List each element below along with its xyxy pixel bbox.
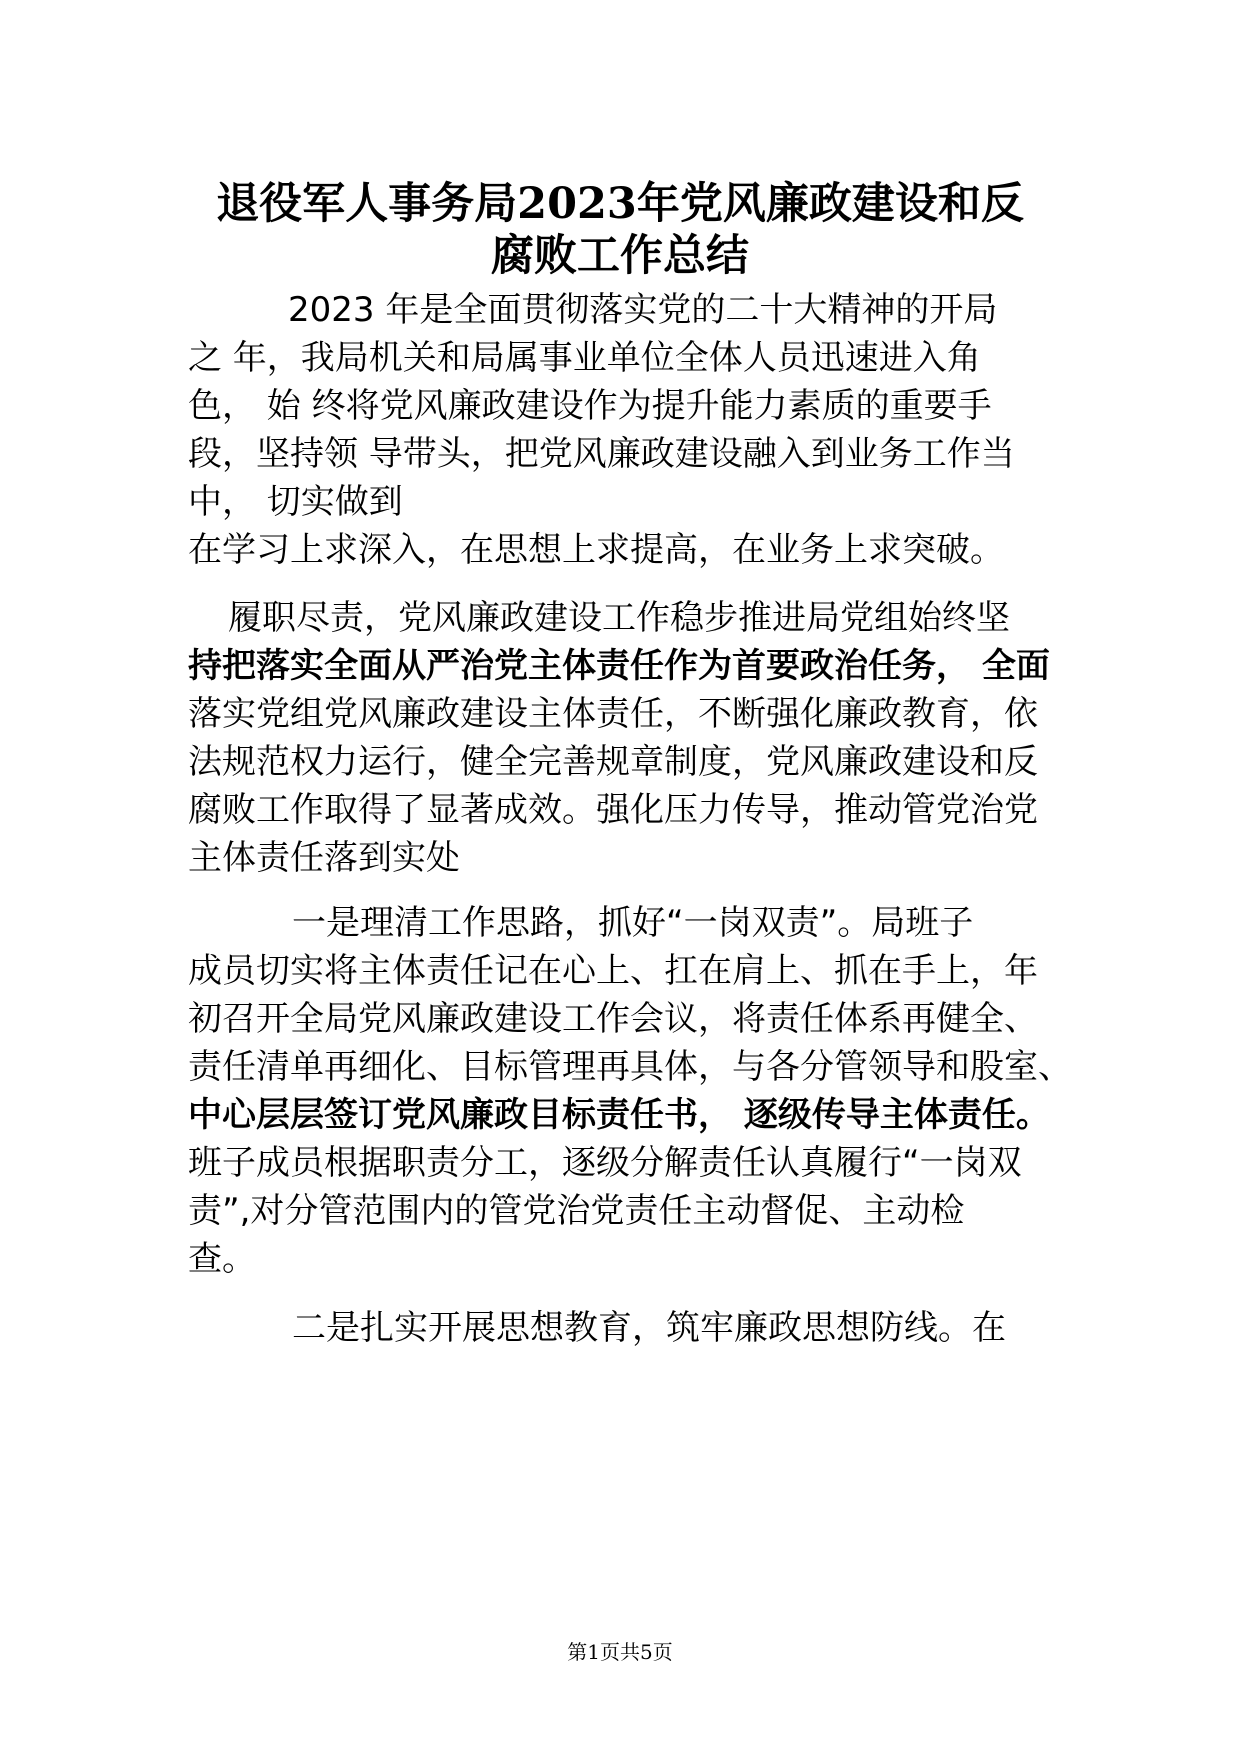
page-number: 第1页共5页 — [567, 1640, 673, 1664]
text-line: 履职尽责，党风廉政建设工作稳步推进局党组始终坚 — [228, 598, 1010, 638]
text-line: 一是理清工作思路，抓好“一岗双责”。局班子 — [292, 903, 974, 943]
text-line: 中心层层签订党风廉政目标责任书， 逐级传导主体责任。 — [188, 1095, 1050, 1135]
text-line: 之 年，我局机关和局属事业单位全体人员迅速进入角 — [188, 338, 981, 378]
text-line: 主体责任落到实处 — [188, 838, 460, 878]
text-line: 责任清单再细化、目标管理再具体，与各分管领导和股室、 — [188, 1047, 1072, 1087]
text-line: 法规范权力运行，健全完善规章制度，党风廉政建设和反 — [188, 742, 1038, 782]
text-line: 中， 切实做到 — [188, 482, 403, 522]
text-line: 持把落实全面从严治党主体责任作为首要政治任务， 全面 — [188, 646, 1050, 686]
text-line: 2023 年是全面贯彻落实党的二十大精神的开局 — [288, 290, 998, 330]
document-title-line-1: 退役军人事务局2023年党风廉政建设和反 — [216, 179, 1024, 229]
text-line: 责”,对分管范围内的管党治党责任主动督促、主动检 — [188, 1191, 965, 1231]
text-line: 成员切实将主体责任记在心上、扛在肩上、抓在手上，年 — [188, 951, 1038, 991]
text-line: 查。 — [188, 1239, 256, 1279]
text-line: 在学习上求深入，在思想上求提高，在业务上求突破。 — [188, 530, 1004, 570]
text-line: 落实党组党风廉政建设主体责任，不断强化廉政教育，依 — [188, 694, 1038, 734]
text-line: 初召开全局党风廉政建设工作会议，将责任体系再健全、 — [188, 999, 1038, 1039]
text-line: 腐败工作取得了显著成效。强化压力传导，推动管党治党 — [188, 790, 1038, 830]
text-line: 色， 始 终将党风廉政建设作为提升能力素质的重要手 — [188, 386, 992, 426]
text-line: 段，坚持领 导带头，把党风廉政建设融入到业务工作当 — [188, 434, 1015, 474]
text-line: 二是扎实开展思想教育，筑牢廉政思想防线。在 — [292, 1308, 1006, 1348]
text-line: 班子成员根据职责分工，逐级分解责任认真履行“一岗双 — [188, 1143, 1022, 1183]
document-title-line-2: 腐败工作总结 — [491, 231, 749, 281]
